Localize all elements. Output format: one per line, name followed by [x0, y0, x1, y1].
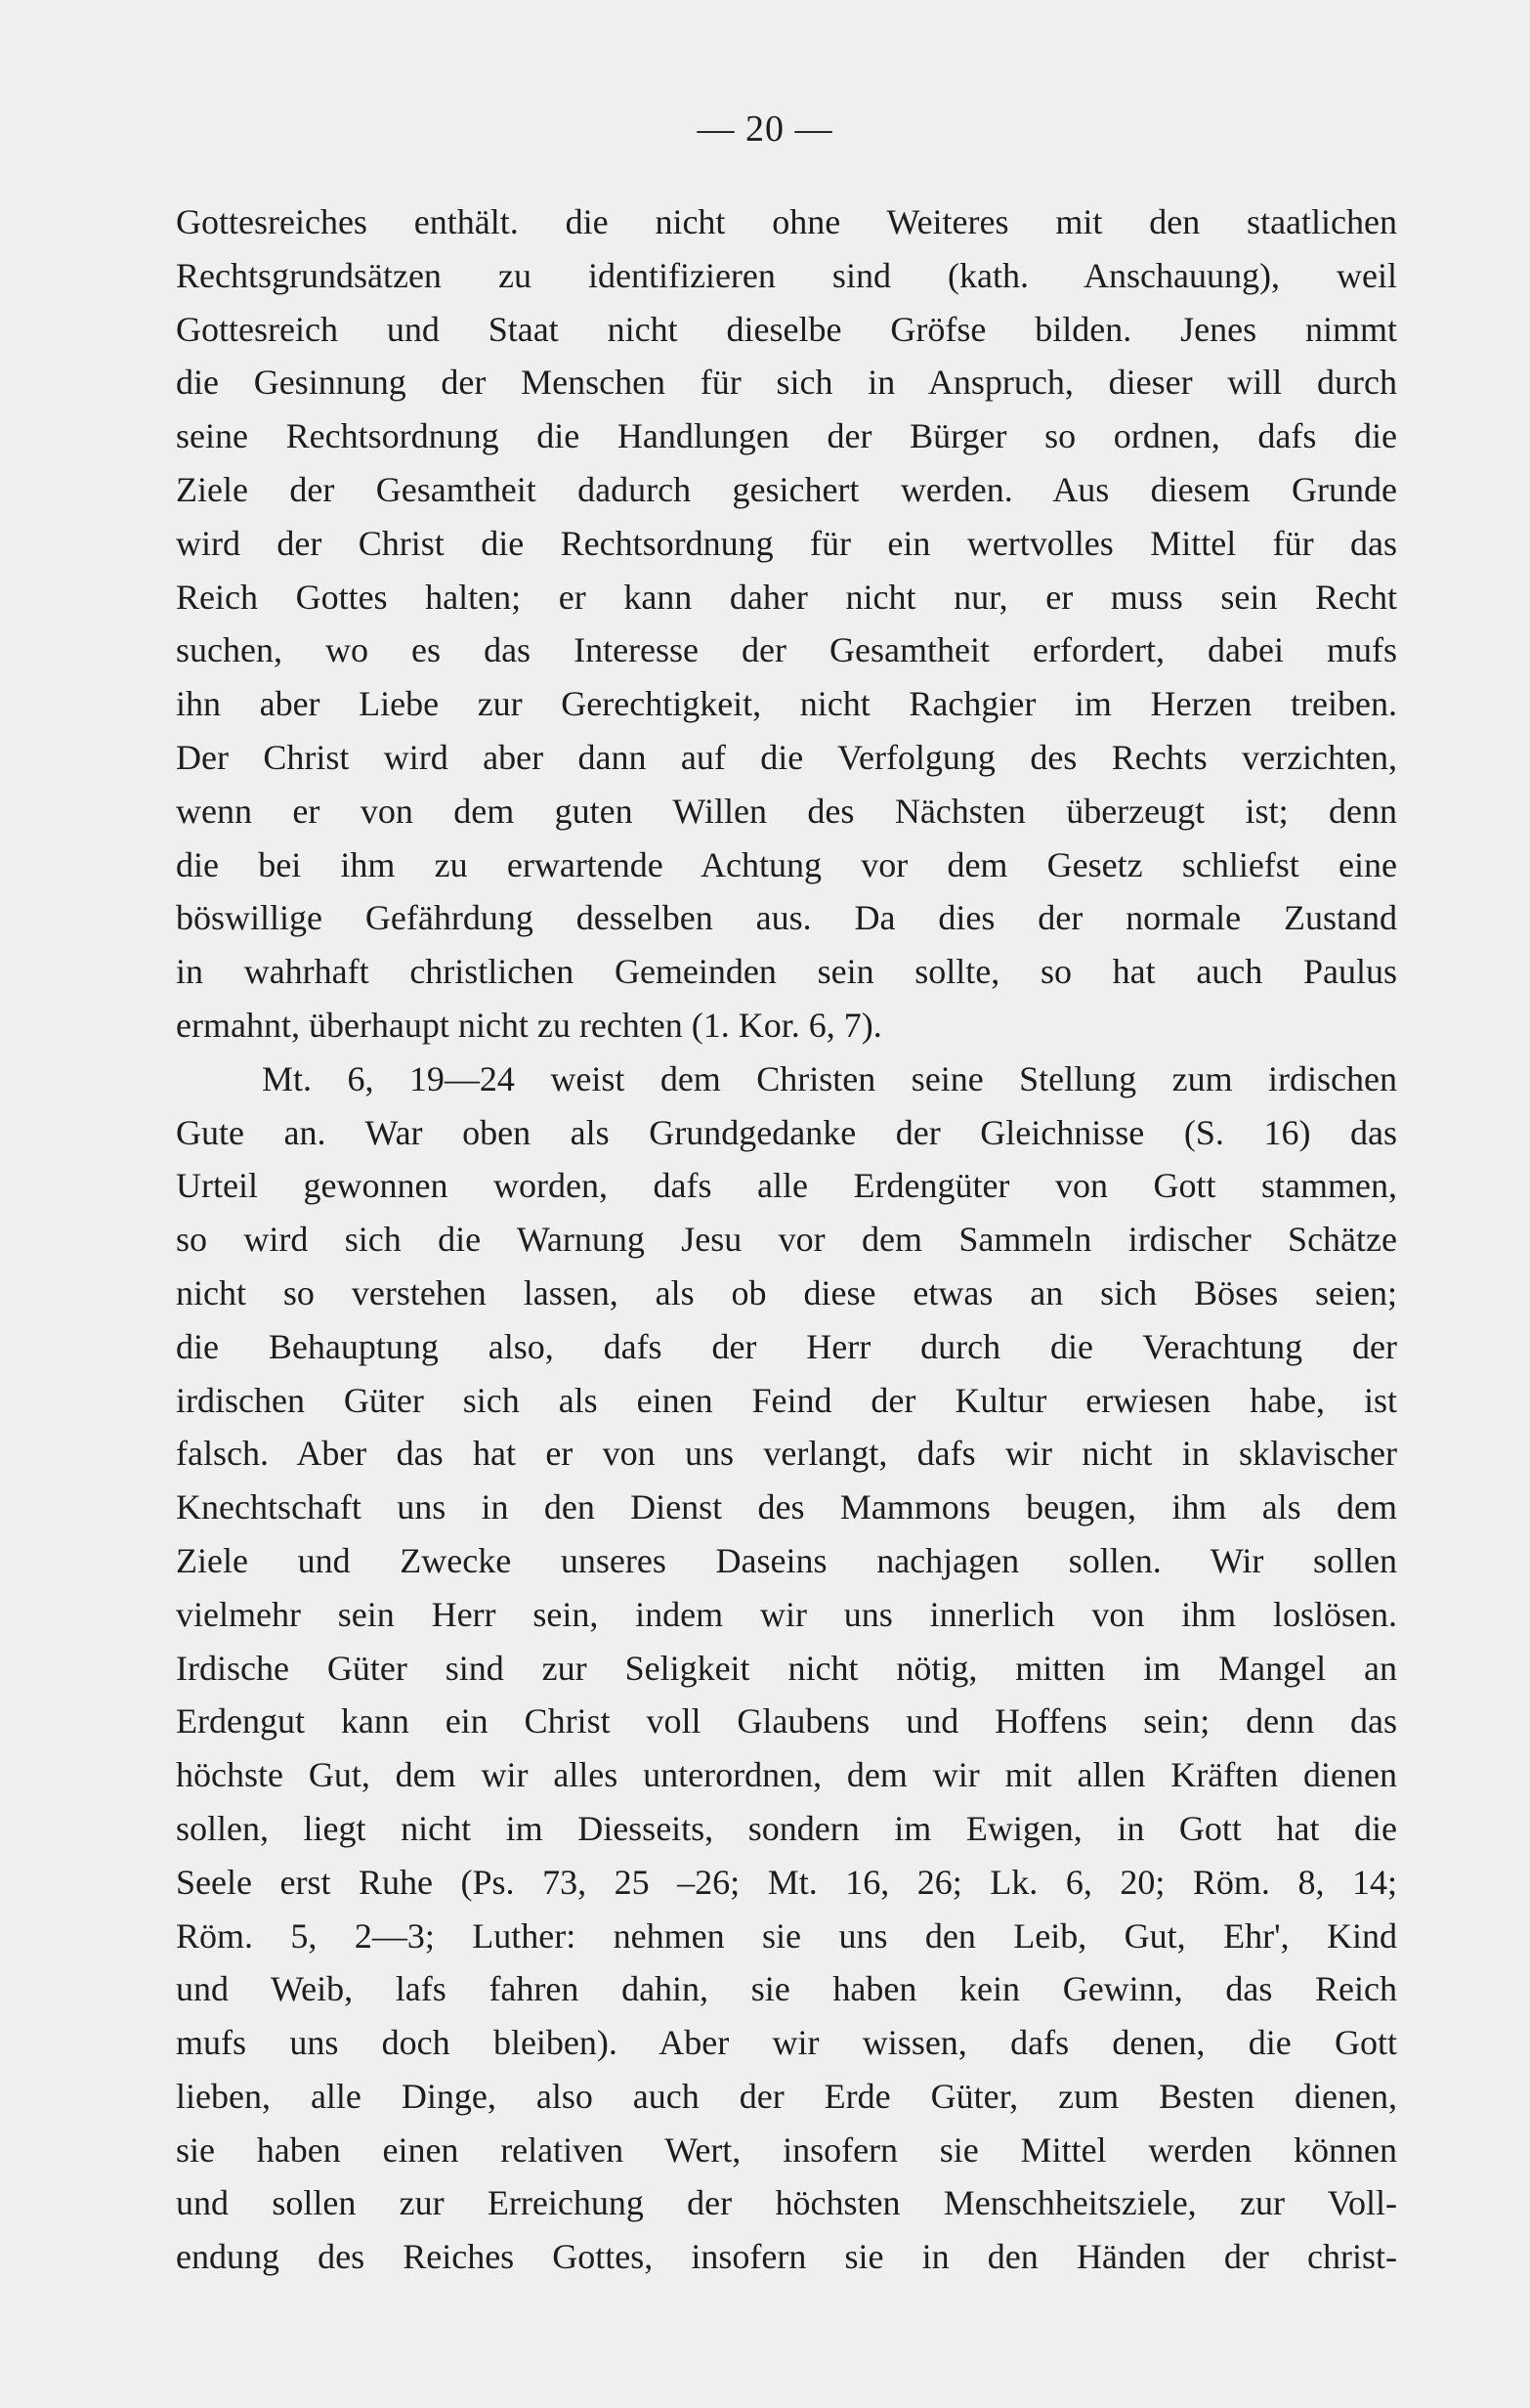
- body-text: [176, 195, 1397, 2284]
- text-line: und Weib, lafs fahren dahin, sie haben kein Gewinn, das Reich: [176, 1969, 1397, 2009]
- text-line: ermahnt, überhaupt nicht zu rechten (1. Kor. 6, 7).: [176, 1005, 882, 1045]
- text-line: Röm. 5, 2—3; Luther: nehmen sie uns den Leib, Gut, Ehr', Kind: [176, 1915, 1397, 1956]
- text-line: in wahrhaft christlichen Gemeinden sein sollte, so hat auch Paulus: [176, 952, 1397, 992]
- text-line: Ziele und Zwecke unseres Daseins nachjagen sollen. Wir sollen: [176, 1540, 1397, 1580]
- text-line: mufs uns doch bleiben). Aber wir wissen, dafs denen, die Gott: [176, 2023, 1397, 2063]
- text-line: so wird sich die Warnung Jesu vor dem Sammeln irdischer Schätze: [176, 1220, 1397, 1260]
- text-line: böswillige Gefährdung desselben aus. Da dies der normale Zustand: [176, 898, 1397, 938]
- text-line: die bei ihm zu erwartende Achtung vor dem Gesetz schliefst eine: [176, 844, 1397, 884]
- text-line: wenn er von dem guten Willen des Nächsten überzeugt ist; denn: [176, 791, 1397, 831]
- text-line: Ziele der Gesamtheit dadurch gesichert werden. Aus diesem Grunde: [176, 469, 1397, 509]
- text-line: sollen, liegt nicht im Diesseits, sondern im Ewigen, in Gott hat die: [176, 1808, 1397, 1848]
- text-line: falsch. Aber das hat er von uns verlangt, dafs wir nicht in sklavischer: [176, 1434, 1397, 1474]
- text-line: höchste Gut, dem wir alles unterordnen, dem wir mit allen Kräften dienen: [176, 1755, 1397, 1795]
- text-line: irdischen Güter sich als einen Feind der Kultur erwiesen habe, ist: [176, 1380, 1397, 1420]
- text-line: Gottesreich und Staat nicht dieselbe Gröfse bilden. Jenes nimmt: [176, 309, 1397, 349]
- text-line: nicht so verstehen lassen, als ob diese etwas an sich Böses seien;: [176, 1272, 1397, 1312]
- text-line: Seele erst Ruhe (Ps. 73, 25 –26; Mt. 16, 26; Lk. 6, 20; Röm. 8, 14;: [176, 1862, 1397, 1902]
- text-line: Der Christ wird aber dann auf die Verfolgung des Rechts verzichten,: [176, 737, 1397, 777]
- text-line: vielmehr sein Herr sein, indem wir uns innerlich von ihm loslösen.: [176, 1594, 1397, 1634]
- text-line: Knechtschaft uns in den Dienst des Mammons beugen, ihm als dem: [176, 1487, 1397, 1527]
- text-line: suchen, wo es das Interesse der Gesamtheit erfordert, dabei mufs: [176, 630, 1397, 670]
- text-line: Irdische Güter sind zur Seligkeit nicht nötig, mitten im Mangel an: [176, 1648, 1397, 1688]
- text-line: Reich Gottes halten; er kann daher nicht nur, er muss sein Recht: [176, 577, 1397, 617]
- text-line: Rechtsgrundsätzen zu identifizieren sind (kath. Anschauung), weil: [176, 255, 1397, 295]
- text-line: Gute an. War oben als Grundgedanke der Gleichnisse (S. 16) das: [176, 1112, 1397, 1152]
- text-line: sie haben einen relativen Wert, insofern sie Mittel werden können: [176, 2129, 1397, 2170]
- text-line: die Behauptung also, dafs der Herr durch die Verachtung der: [176, 1326, 1397, 1366]
- text-line: wird der Christ die Rechtsordnung für ein wertvolles Mittel für das: [176, 523, 1397, 563]
- text-line: Erdengut kann ein Christ voll Glaubens und Hoffens sein; denn das: [176, 1701, 1397, 1742]
- text-line: und sollen zur Erreichung der höchsten Menschheitsziele, zur Voll-: [176, 2183, 1397, 2223]
- page-number: — 20 —: [697, 108, 833, 150]
- text-line: endung des Reiches Gottes, insofern sie in den Händen der christ-: [176, 2237, 1397, 2277]
- text-line: die Gesinnung der Menschen für sich in Anspruch, dieser will durch: [176, 363, 1397, 403]
- text-line: Gottesreiches enthält. die nicht ohne Weiteres mit den staatlichen: [176, 202, 1397, 241]
- text-line: Mt. 6, 19—24 weist dem Christen seine Stellung zum irdischen: [262, 1058, 1397, 1098]
- text-line: seine Rechtsordnung die Handlungen der Bürger so ordnen, dafs die: [176, 416, 1397, 456]
- text-line: lieben, alle Dinge, also auch der Erde Güter, zum Besten dienen,: [176, 2076, 1397, 2116]
- text-line: ihn aber Liebe zur Gerechtigkeit, nicht Rachgier im Herzen treiben.: [176, 684, 1397, 724]
- text-line: Urteil gewonnen worden, dafs alle Erdengüter von Gott stammen,: [176, 1166, 1397, 1206]
